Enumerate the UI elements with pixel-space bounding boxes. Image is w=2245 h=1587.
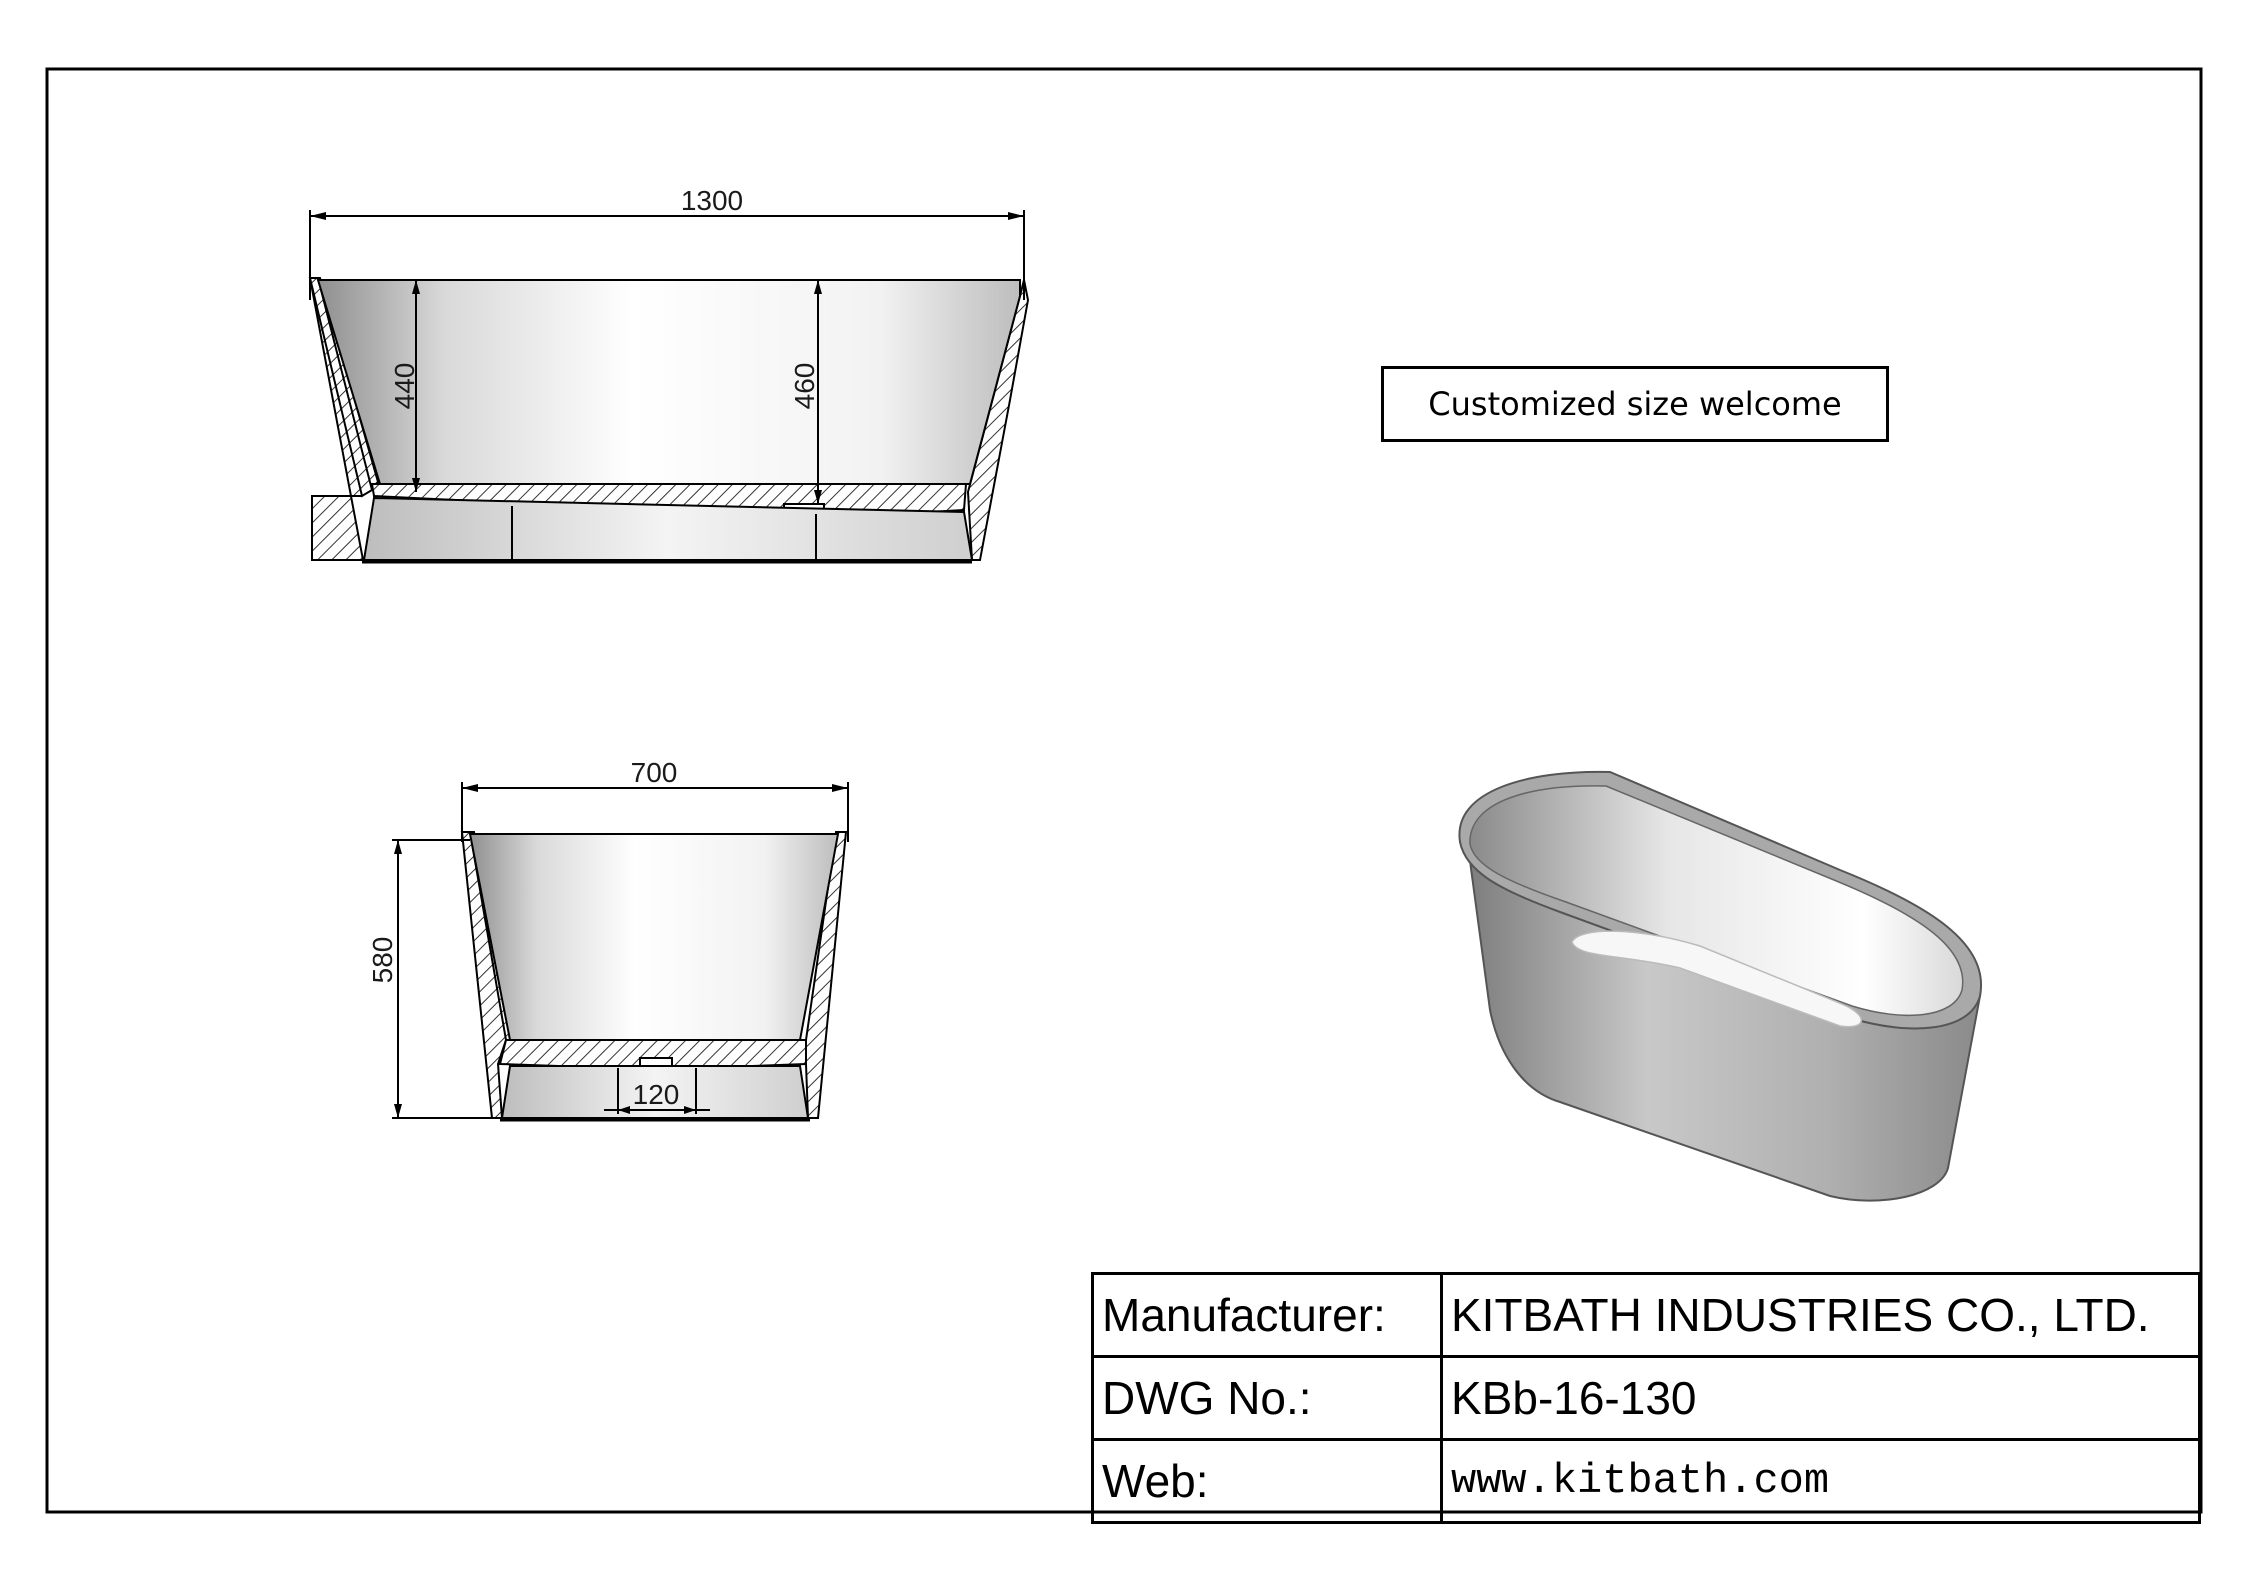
dim-drain-diameter: 120 <box>632 1079 680 1110</box>
dim-depth-440: 440 <box>389 362 420 410</box>
title-row-web <box>1093 1440 2200 1523</box>
dim-overall-width: 700 <box>630 757 678 788</box>
side-section-view <box>310 185 1028 562</box>
title-row-dwg <box>1093 1357 2200 1440</box>
customization-note-text: Customized size welcome <box>1428 385 1842 423</box>
title-row-manufacturer <box>1093 1274 2200 1357</box>
dim-depth-460: 460 <box>789 362 820 410</box>
web-label: Web: <box>1093 1440 1442 1523</box>
dwg-label: DWG No.: <box>1093 1357 1442 1440</box>
side-basin-interior <box>318 280 1020 484</box>
bathtub-3d-render <box>1459 772 1981 1201</box>
manufacturer-label: Manufacturer: <box>1093 1274 1442 1357</box>
dwg-value: KBb-16-130 <box>1442 1357 2200 1440</box>
manufacturer-value: KITBATH INDUSTRIES CO., LTD. <box>1442 1274 2200 1357</box>
end-basin-interior <box>470 834 838 1040</box>
dim-overall-length: 1300 <box>680 185 744 216</box>
customization-note <box>1381 366 1889 442</box>
title-block <box>1091 1272 2201 1524</box>
web-value[interactable]: www.kitbath.com <box>1442 1440 2200 1523</box>
end-section-view <box>367 757 848 1120</box>
dim-overall-height: 580 <box>367 936 398 984</box>
